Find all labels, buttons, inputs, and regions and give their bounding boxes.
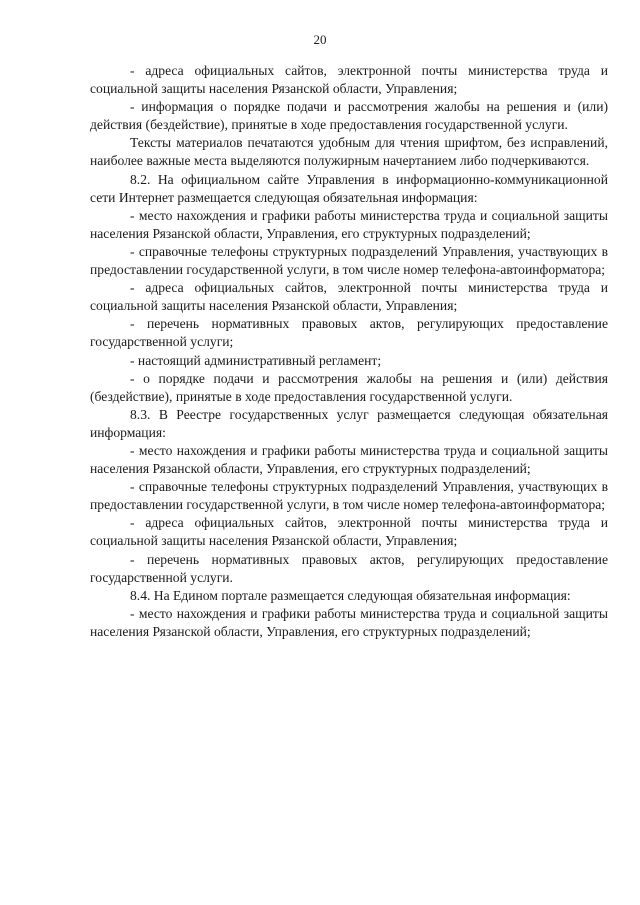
paragraph: - о порядке подачи и рассмотрения жалобы на решения и (или) действия (бездействие), принятые в ходе предоставления государственной услуги. (90, 370, 608, 404)
paragraph: - перечень нормативных правовых актов, регулирующих предоставление государственной услуги; (90, 316, 608, 350)
paragraph: - перечень нормативных правовых актов, регулирующих предоставление государственной услуги. (90, 551, 608, 585)
paragraph: - адреса официальных сайтов, электронной почты министерства труда и социальной защиты населения Рязанской области, Управления; (90, 280, 608, 314)
page-number: 20 (313, 32, 327, 47)
paragraph: Тексты материалов печатаются удобным для чтения шрифтом, без исправлений, наиболее важные места выделяются полужирным начертанием либо подчеркиваются. (90, 135, 608, 169)
paragraph: 8.3. В Реестре государственных услуг размещается следующая обязательная информация: (90, 406, 608, 440)
paragraph: 8.2. На официальном сайте Управления в информационно-коммуникационной сети Интернет размещается следующая обязательная информация: (90, 171, 608, 205)
document-body (90, 62, 608, 641)
paragraph: - место нахождения и графики работы министерства труда и социальной защиты населения Рязанской области, Управления, его структурных подразделений; (90, 605, 608, 639)
paragraph: - место нахождения и графики работы министерства труда и социальной защиты населения Рязанской области, Управления, его структурных подразделений; (90, 442, 608, 477)
paragraph: - место нахождения и графики работы министерства труда и социальной защиты населения Рязанской области, Управления, его структурных подразделений; (90, 207, 608, 241)
paragraph: - адреса официальных сайтов, электронной почты министерства труда и социальной защиты населения Рязанской области, Управления; (90, 63, 608, 97)
paragraph: - справочные телефоны структурных подразделений Управления, участвующих в предоставлении государственной услуги, в том числе номер телефона-автоинформатора; (90, 243, 608, 278)
paragraph: 8.4. На Едином портале размещается следующая обязательная информация: (130, 587, 571, 603)
paragraph: - адреса официальных сайтов, электронной почты министерства труда и социальной защиты населения Рязанской области, Управления; (90, 515, 608, 549)
paragraph: - справочные телефоны структурных подразделений Управления, участвующих в предоставлении государственной услуги, в том числе номер телефона-автоинформатора; (90, 479, 608, 513)
paragraph: - настоящий административный регламент; (130, 352, 382, 368)
paragraph: - информация о порядке подачи и рассмотрения жалобы на решения и (или) действия (бездействие), принятые в ходе предоставления государственной услуги. (90, 99, 608, 133)
